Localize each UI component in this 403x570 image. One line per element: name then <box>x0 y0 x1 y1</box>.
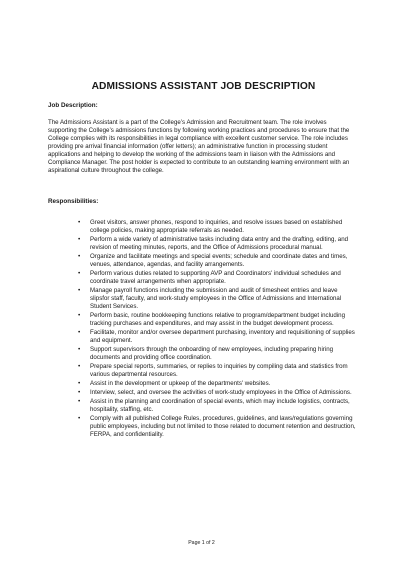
bullet-icon: • <box>78 236 81 243</box>
bullet-icon: • <box>78 415 81 422</box>
responsibility-text: Perform a wide variety of administrative tasks including data entry and the drafting, editing, and revision of meeting minutes, reports, and the Office of Admissions procedural manual. <box>90 236 349 251</box>
intro-paragraph: The Admissions Assistant is a part of the College’s Admission and Recruitment team. The role involves supporting the College’s admissions functions by following working practices and procedures to ensure that the College complies with its responsibilities in legal compliance with excellent customer service. The role includes providing pre arrival financial information (offer letters); an administrative function in processing student applications and helping to develop the working of the admissions team in liaison with the Admissions and Compliance Manager. The post holder is expected to contribute to an outstanding learning environment with an aspirational culture throughout the college. <box>48 119 350 174</box>
page-number: Page 1 of 2 <box>188 540 215 546</box>
responsibility-text: Perform basic, routine bookkeeping functions relative to program/department budget including tracking purchases and expenditures, and may assist in the budget development process. <box>90 312 345 327</box>
bullet-icon: • <box>78 219 81 226</box>
responsibility-text: Organize and facilitate meetings and special events; schedule and coordinate dates and times, venues, attendance, agendas, and facility arrangements. <box>90 253 348 268</box>
responsibility-item <box>78 270 359 286</box>
bullet-icon: • <box>78 253 81 260</box>
responsibility-item <box>78 329 359 345</box>
responsibility-item <box>78 219 359 235</box>
responsibility-item <box>78 363 359 379</box>
bullet-icon: • <box>78 312 81 319</box>
responsibility-item <box>78 346 359 362</box>
responsibility-item <box>78 253 359 269</box>
responsibility-text: Manage payroll functions including the submission and audit of timesheet entries and leave slipsfor staff, faculty, and work-study employees in the Office of Admissions and International Student Services. <box>90 287 342 310</box>
responsibility-text: Greet visitors, answer phones, respond to inquiries, and resolve issues based on established college policies, making appropriate referrals as needed. <box>90 219 343 234</box>
document-title: ADMISSIONS ASSISTANT JOB DESCRIPTION <box>91 81 316 92</box>
responsibility-text: Assist in the development or upkeep of the departments' websites. <box>90 380 271 387</box>
responsibilities-heading: Responsibilities: <box>48 198 99 205</box>
responsibility-text: Assist in the planning and coordination of special events, which may include logistics, contracts, hospitality, staffing, etc. <box>90 398 350 413</box>
bullet-icon: • <box>78 270 81 277</box>
responsibilities-list <box>48 219 359 439</box>
responsibility-item <box>78 380 359 388</box>
responsibility-text: Perform various duties related to supporting AVP and Coordinators' individual schedules and coordinate travel arrangements when appropriate. <box>90 270 341 285</box>
responsibility-text: Interview, select, and oversee the activities of work-study employees in the Office of Admissions. <box>90 389 352 396</box>
responsibility-text: Facilitate, monitor and/or oversee department purchasing, inventory and requisitioning of supplies and equipment. <box>90 329 355 344</box>
responsibility-text: Prepare special reports, summaries, or replies to inquiries by compiling data and statistics from various departmental resources. <box>90 363 348 378</box>
bullet-icon: • <box>78 329 81 336</box>
bullet-icon: • <box>78 287 81 294</box>
responsibility-item <box>78 415 359 439</box>
bullet-icon: • <box>78 380 81 387</box>
bullet-icon: • <box>78 398 81 405</box>
bullet-icon: • <box>78 363 81 370</box>
responsibility-item <box>78 389 359 397</box>
responsibility-text: Comply with all published College Rules, procedures, guidelines, and laws/regulations governing public employees, including but not limited to those related to document retention and destruction, FERPA, and confidentiality. <box>90 415 356 438</box>
responsibility-text: Support supervisors through the onboarding of new employees, including preparing hiring documents and providing office coordination. <box>90 346 334 361</box>
responsibility-item <box>78 398 359 414</box>
responsibility-item <box>78 287 359 311</box>
responsibility-item <box>78 312 359 328</box>
bullet-icon: • <box>78 389 81 396</box>
responsibility-item <box>78 236 359 252</box>
bullet-icon: • <box>78 346 81 353</box>
job-description-heading: Job Description: <box>48 102 98 109</box>
